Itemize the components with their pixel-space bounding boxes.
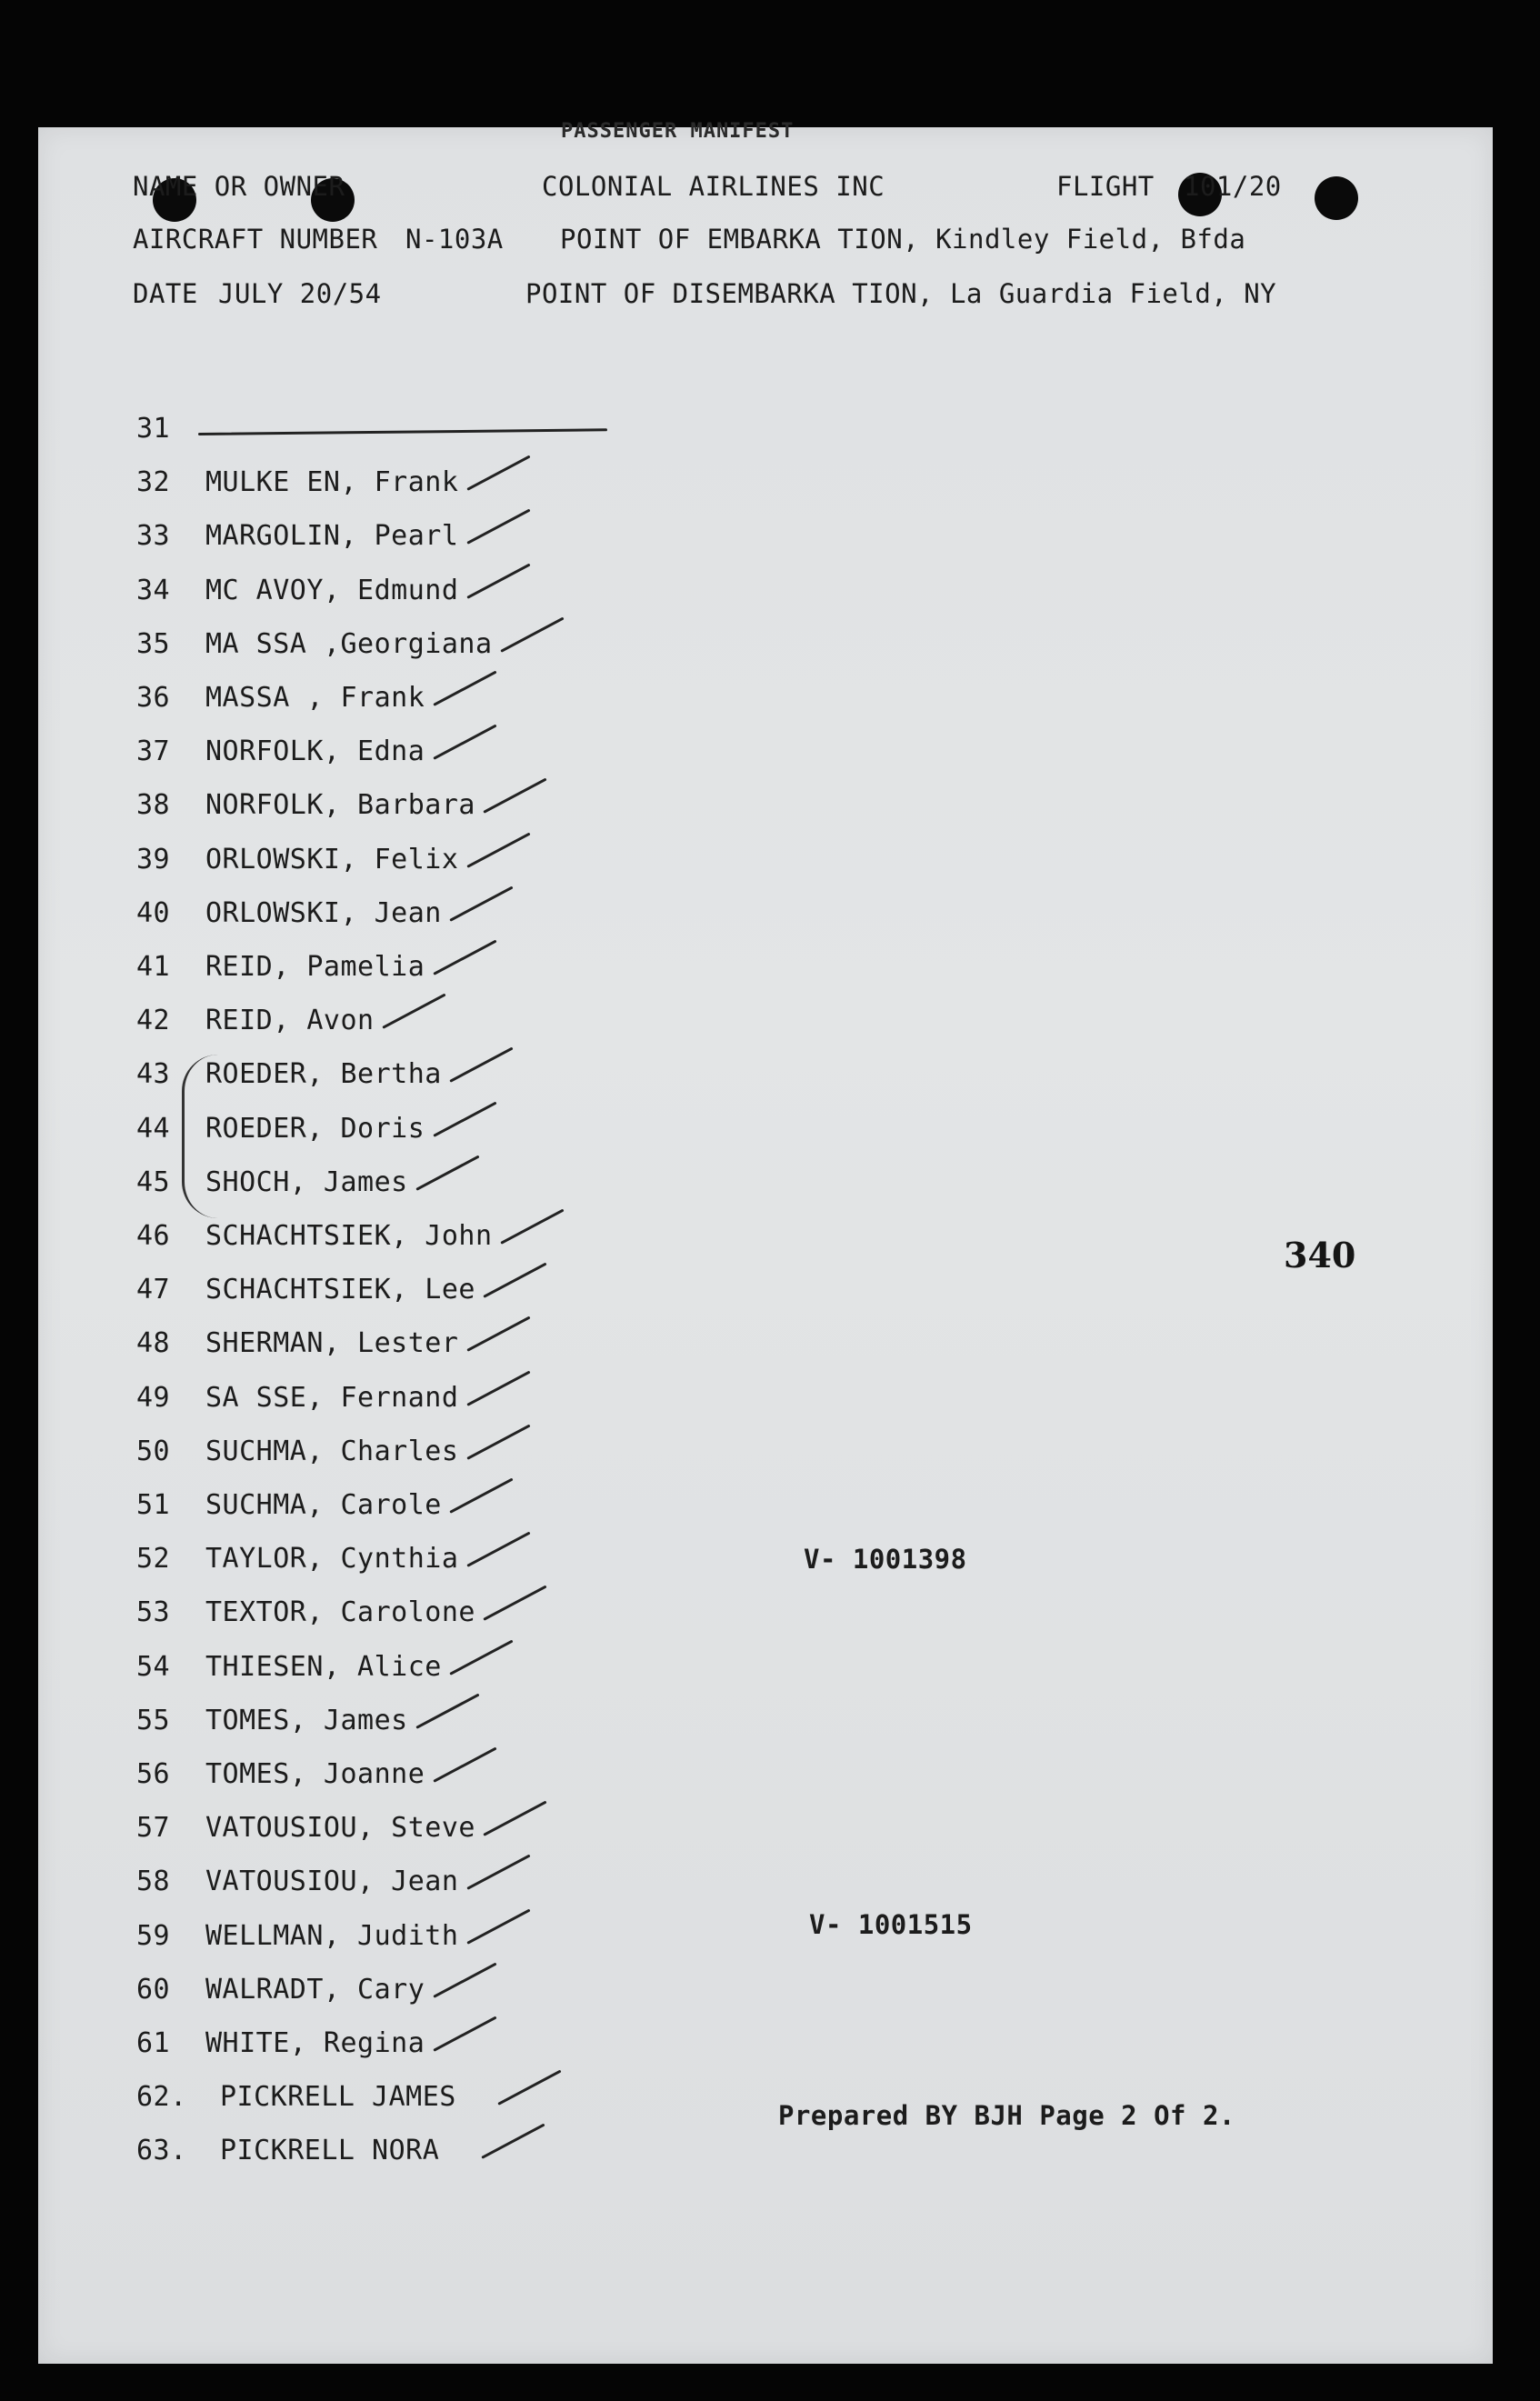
row-number: 31 [136, 413, 171, 445]
passenger-name: MARGOLIN, Pearl [205, 520, 459, 553]
passenger-name: VATOUSIOU, Steve [205, 1812, 475, 1845]
check-mark [449, 885, 513, 921]
check-mark [466, 1424, 530, 1459]
check-mark [433, 940, 496, 975]
passenger-name: TOMES, Joanne [205, 1758, 425, 1790]
check-mark [382, 994, 445, 1029]
passenger-name: MASSA , Frank [205, 682, 425, 714]
row-number: 46 [136, 1220, 171, 1252]
row-number: 42 [136, 1005, 171, 1037]
row-number: 40 [136, 896, 171, 929]
check-mark [500, 616, 564, 652]
passenger-name: NORFOLK, Edna [205, 735, 425, 768]
row-number: 60 [136, 1973, 171, 2006]
check-mark [433, 671, 496, 706]
row-number: 41 [136, 951, 171, 983]
passenger-name: SUCHMA, Carole [205, 1489, 442, 1521]
check-mark [415, 1155, 479, 1190]
top-heading: PASSENGER MANIFEST [561, 120, 795, 143]
row-number: 51 [136, 1489, 171, 1521]
passenger-name: SHOCH, James [205, 1165, 408, 1198]
check-mark [433, 1747, 496, 1783]
check-mark [466, 563, 530, 598]
check-mark [433, 2016, 496, 2052]
row-number: 52 [136, 1543, 171, 1576]
check-mark [497, 2070, 561, 2106]
passenger-name: ORLOWSKI, Felix [205, 843, 459, 875]
passenger-name: SCHACHTSIEK, John [205, 1220, 493, 1252]
row-number: 34 [136, 574, 171, 606]
passenger-name: MA SSA ,Georgiana [205, 627, 493, 660]
passenger-name: WHITE, Regina [205, 2027, 425, 2059]
check-mark [466, 1855, 530, 1890]
check-mark [433, 725, 496, 760]
passenger-name: SHERMAN, Lester [205, 1327, 459, 1360]
row-number: 58 [136, 1866, 171, 1898]
date-label: DATE [133, 278, 198, 309]
row-number: 39 [136, 843, 171, 875]
passenger-name: ORLOWSKI, Jean [205, 896, 442, 929]
row-number: 43 [136, 1058, 171, 1091]
aircraft-label: AIRCRAFT NUMBER [133, 224, 378, 255]
passenger-name: ROEDER, Bertha [205, 1058, 442, 1091]
row-number: 53 [136, 1596, 171, 1629]
passenger-name: SA SSE, Fernand [205, 1381, 459, 1414]
check-mark [483, 1801, 546, 1836]
aircraft-number: N-103A [405, 224, 504, 255]
row-number: 36 [136, 682, 171, 714]
passenger-name: WELLMAN, Judith [205, 1919, 459, 1952]
flight-number: 101/20 [1184, 171, 1282, 202]
passenger-name: NORFOLK, Barbara [205, 789, 475, 822]
disembarkation-point: POINT OF DISEMBARKA TION, La Guardia Field, NY [525, 278, 1277, 309]
visa-number: V- 1001515 [809, 1909, 973, 1940]
check-mark [466, 1532, 530, 1567]
row-number: 56 [136, 1758, 171, 1790]
check-mark [415, 1693, 479, 1728]
check-mark [466, 832, 530, 867]
check-mark [466, 1316, 530, 1352]
row-number: 35 [136, 627, 171, 660]
passenger-name: VATOUSIOU, Jean [205, 1866, 459, 1898]
bracket-mark [182, 1055, 221, 1218]
check-mark [433, 1962, 496, 1997]
check-mark [466, 1370, 530, 1406]
row-number: 33 [136, 520, 171, 553]
row-number: 38 [136, 789, 171, 822]
passenger-name: REID, Avon [205, 1005, 375, 1037]
passenger-name: MULKE EN, Frank [205, 466, 459, 499]
row-number: 47 [136, 1274, 171, 1306]
row-number: 55 [136, 1704, 171, 1736]
row-number: 44 [136, 1112, 171, 1145]
passenger-name: TOMES, James [205, 1704, 408, 1736]
row-number: 57 [136, 1812, 171, 1845]
passenger-name: PICKRELL JAMES [220, 2081, 456, 2114]
passenger-name: MC AVOY, Edmund [205, 574, 459, 606]
footer-note: Prepared BY BJH Page 2 Of 2. [778, 2100, 1235, 2131]
punch-hole [1315, 176, 1358, 220]
passenger-name: TAYLOR, Cynthia [205, 1543, 459, 1576]
check-mark [500, 1209, 564, 1245]
row-number: 54 [136, 1650, 171, 1683]
check-mark [449, 1478, 513, 1514]
row-number: 48 [136, 1327, 171, 1360]
check-mark [449, 1639, 513, 1675]
passenger-name: SCHACHTSIEK, Lee [205, 1274, 475, 1306]
row-number: 63. [136, 2135, 187, 2167]
passenger-name: PICKRELL NORA [220, 2135, 440, 2167]
row-number: 37 [136, 735, 171, 768]
check-mark [449, 1047, 513, 1083]
passenger-name: THIESEN, Alice [205, 1650, 442, 1683]
check-mark [483, 1263, 546, 1298]
owner-label: NAME OR OWNER [133, 171, 345, 202]
embarkation-point: POINT OF EMBARKA TION, Kindley Field, Bfda [560, 224, 1246, 255]
check-mark [483, 1586, 546, 1621]
row-number: 62. [136, 2081, 187, 2114]
passenger-name: REID, Pamelia [205, 951, 425, 983]
check-mark [483, 778, 546, 814]
check-mark [466, 455, 530, 491]
passenger-name: SUCHMA, Charles [205, 1435, 459, 1467]
passenger-name: ROEDER, Doris [205, 1112, 425, 1145]
check-mark [466, 509, 530, 545]
operator-name: COLONIAL AIRLINES INC [542, 171, 885, 202]
row-number: 50 [136, 1435, 171, 1467]
row-number: 49 [136, 1381, 171, 1414]
passenger-name: WALRADT, Cary [205, 1973, 425, 2006]
page-stamp: 340 [1284, 1235, 1356, 1276]
row-number: 45 [136, 1165, 171, 1198]
row-number: 61 [136, 2027, 171, 2059]
date-value: JULY 20/54 [218, 278, 382, 309]
check-mark [481, 2124, 545, 2159]
flight-label: FLIGHT [1056, 171, 1155, 202]
visa-number: V- 1001398 [804, 1544, 967, 1575]
row-number: 32 [136, 466, 171, 499]
manifest-sheet [38, 120, 1493, 2364]
passenger-name: TEXTOR, Carolone [205, 1596, 475, 1629]
blank-entry-line [198, 428, 607, 435]
row-number: 59 [136, 1919, 171, 1952]
check-mark [433, 1101, 496, 1136]
check-mark [466, 1908, 530, 1944]
